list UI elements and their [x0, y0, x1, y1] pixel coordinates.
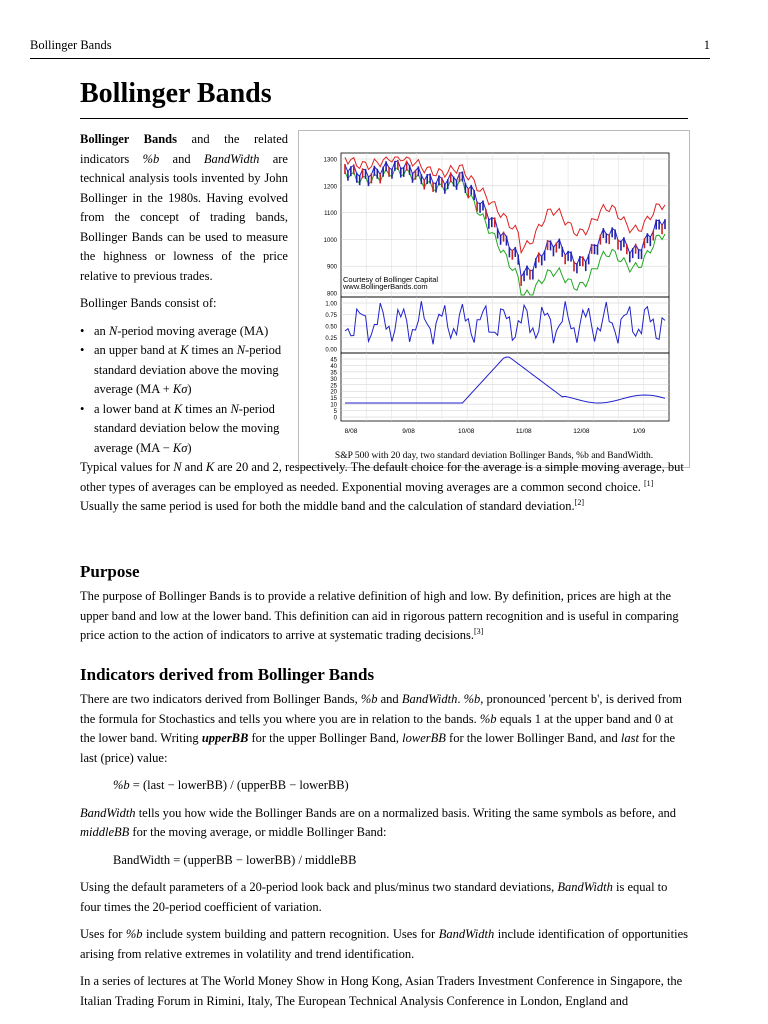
- chart-credit-1: Courtesy of Bollinger Capital: [343, 275, 439, 284]
- indicators-section: [80, 690, 688, 1019]
- x-tick-label: 11/08: [515, 428, 532, 435]
- indicators-paragraph: There are two indicators derived from Bollinger Bands, %b and BandWidth. %b, pronounced 'percent b', is derived from the formula for Stochastics and tells you where you are in relation to the bands. %b equals 1 at the upper band and 0 at the lower band. Writing upperBB for the upper Bollinger Band, lowerBB for the lower Bollinger Band, and last for the last (price) value:: [80, 692, 682, 765]
- y-tick-label: 35: [330, 370, 337, 377]
- title-rule: [80, 118, 688, 119]
- bandwidth-paragraph: BandWidth tells you how wide the Bollinger Bands are on a normalized basis. Writing the same symbols as before, and middleBB for the moving average, or middle Bollinger Band:: [80, 805, 677, 839]
- typical-values-paragraph: Typical values for N and K are 20 and 2, respectively. The default choice for the average is a simple moving average, but other types of averages can be employed as needed. Exponential moving averages are a common second choice. [1] Usually the same period is used for both the middle band and the calculation of standard deviation.[2]: [80, 460, 684, 513]
- y-tick-label: 40: [330, 363, 337, 370]
- y-tick-label: 0.75: [325, 313, 337, 319]
- percent-b-formula: %b = (last − lowerBB) / (upperBB − lowerBB): [113, 778, 349, 792]
- y-tick-label: 1200: [323, 184, 337, 191]
- consist-paragraph: Bollinger Bands consist of:: [80, 296, 217, 310]
- lectures-paragraph: In a series of lectures at The World Money Show in Hong Kong, Asian Traders Investment Conference in Singapore, the Italian Trading Forum in Rimini, Italy, The European Technical Analysis Conference in London, England and: [80, 974, 683, 1008]
- bandwidth-formula: BandWidth = (upperBB − lowerBB) / middleBB: [113, 852, 357, 867]
- percent-b-line: [345, 301, 665, 344]
- indicators-heading: Indicators derived from Bollinger Bands: [80, 665, 375, 684]
- intro-paragraph: Bollinger Bands and the related indicators %b and BandWidth are technical analysis tools invented by John Bollinger in the 1980s. Having evolved from the concept of trading bands, Bollinger Bands can be used to measure the highness or lowness of the price relative to previous trades.: [80, 132, 288, 283]
- y-tick-label: 1100: [324, 211, 337, 218]
- citation-1[interactable]: [1]: [644, 478, 654, 488]
- x-tick-label: 12/08: [573, 428, 590, 435]
- bollinger-chart-figure: [298, 130, 690, 468]
- list-item: • an N-period moving average (MA): [94, 322, 288, 342]
- purpose-heading: Purpose: [80, 562, 140, 581]
- y-tick-label: 1.00: [325, 301, 337, 308]
- y-tick-label: 25: [330, 383, 337, 390]
- running-header: [30, 38, 710, 59]
- y-tick-label: 15: [330, 396, 337, 403]
- y-tick-label: 800: [326, 291, 337, 298]
- x-tick-label: 10/08: [458, 428, 475, 435]
- y-tick-label: 0.50: [325, 324, 337, 331]
- running-head-title: Bollinger Bands: [30, 38, 112, 52]
- x-tick-label: 8/08: [344, 428, 358, 435]
- y-tick-label: 0.00: [325, 347, 337, 354]
- x-tick-label: 1/09: [632, 428, 646, 435]
- citation-2[interactable]: [2]: [574, 497, 584, 507]
- y-tick-label: 1300: [323, 157, 337, 164]
- list-item: • an upper band at K times an N-period standard deviation above the moving average (MA + Kσ): [94, 341, 288, 400]
- page-number: 1: [703, 38, 710, 52]
- y-tick-label: 900: [326, 264, 337, 271]
- y-tick-label: 45: [330, 357, 337, 364]
- y-tick-label: 30: [330, 376, 337, 383]
- list-item: • a lower band at K times an N-period standard deviation below the moving average (MA − Kσ): [94, 400, 288, 459]
- defaults-paragraph: Using the default parameters of a 20-period look back and plus/minus two standard deviations, BandWidth is equal to four times the 20-period coefficient of variation.: [80, 880, 668, 914]
- y-tick-label: 0.25: [325, 336, 337, 342]
- middle-band-line: [345, 161, 665, 277]
- figure-caption: S&P 500 with 20 day, two standard deviation Bollinger Bands, %b and BandWidth.: [334, 451, 654, 461]
- uses-paragraph: Uses for %b include system building and pattern recognition. Uses for BandWidth include identification of opportunities arising from relative extremes in volatility and trend identification.: [80, 927, 688, 961]
- chart-credit-2: www.BollingerBands.com: [343, 282, 428, 291]
- y-tick-label: 1000: [323, 237, 337, 244]
- intro-column: [80, 130, 288, 458]
- band-list: [80, 322, 288, 459]
- bollinger-chart: [299, 131, 689, 441]
- y-tick-label: 20: [330, 389, 337, 396]
- y-tick-label: 0: [333, 415, 337, 422]
- y-tick-label: 10: [330, 402, 337, 409]
- purpose-paragraph: The purpose of Bollinger Bands is to provide a relative definition of high and low. By definition, prices are high at the upper band and low at the lower band. This definition can aid in rigorous pattern recognition and is useful in comparing price action to the action of indicators to arrive at systematic trading decisions.[3]: [80, 589, 679, 642]
- page-title: Bollinger Bands: [80, 78, 272, 109]
- bandwidth-line: [345, 357, 665, 403]
- y-tick-label: 5: [333, 409, 337, 416]
- citation-3[interactable]: [3]: [473, 626, 484, 636]
- x-tick-label: 9/08: [402, 428, 415, 435]
